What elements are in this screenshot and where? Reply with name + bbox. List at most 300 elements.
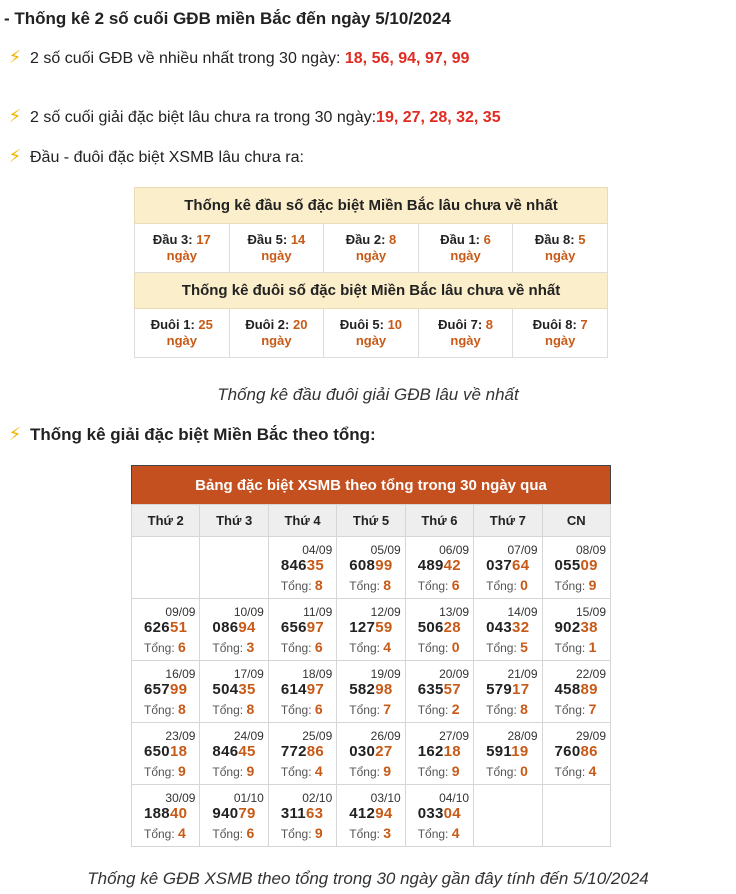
head-unit: ngày (355, 248, 387, 263)
number-tail: 94 (375, 805, 393, 822)
number-head: 030 (349, 743, 376, 760)
number-head: 412 (349, 805, 376, 822)
sum-value: 8 (520, 701, 528, 717)
sum-label: Tổng: (349, 827, 384, 841)
day-date: 24/09 (233, 729, 264, 743)
special-prize-number (349, 681, 392, 698)
number-head: 760 (554, 743, 581, 760)
day-cell (132, 661, 200, 723)
day-sum (281, 763, 323, 779)
number-head: 614 (280, 681, 307, 698)
tail-table-title: Thống kê đuôi số đặc biệt Miền Bắc lâu chưa về nhất (135, 273, 608, 309)
sum-label: Tổng: (280, 765, 315, 779)
sum-label: Thống kê giải đặc biệt Miền Bắc theo tổng: (30, 425, 376, 444)
sum-label: Tổng: (349, 579, 384, 593)
day-sum (349, 825, 391, 841)
special-prize-number (486, 743, 528, 760)
special-prize-number (418, 805, 461, 822)
sum-label: Tổng: (486, 703, 521, 717)
sum-value: 5 (520, 639, 528, 655)
day-sum (144, 763, 186, 779)
number-tail: 99 (375, 557, 393, 574)
day-date: 30/09 (165, 791, 196, 805)
head-tail-table (134, 187, 608, 358)
head-cell (135, 224, 230, 273)
special-prize-number (555, 557, 598, 574)
sum-value: 8 (314, 577, 323, 593)
day-cell (405, 537, 473, 599)
sum-value: 3 (383, 825, 392, 841)
day-cell (474, 599, 542, 661)
empty-day-cell (132, 537, 200, 599)
day-sum (418, 763, 460, 779)
day-sum (418, 639, 460, 655)
week-row (132, 661, 611, 723)
heads-row (135, 224, 608, 273)
sum-label: Tổng: (144, 703, 179, 717)
special-prize-number (418, 557, 461, 574)
day-date: 17/09 (233, 667, 264, 681)
day-cell (268, 599, 336, 661)
day-date: 08/09 (575, 543, 606, 557)
special-prize-number (349, 557, 392, 574)
sum-value: 6 (314, 639, 323, 655)
day-sum (555, 639, 597, 655)
page-heading: - Thống kê 2 số cuối GĐB miền Bắc đến ngày 5/10/2024 (4, 9, 451, 28)
lightning-icon: ⚡ (8, 146, 22, 166)
day-cell (542, 723, 610, 785)
number-tail: 51 (169, 619, 188, 636)
number-head: 504 (212, 681, 239, 698)
number-head: 127 (349, 619, 376, 636)
special-prize-number (281, 557, 324, 574)
sum-value: 2 (451, 701, 460, 717)
special-prize-number (281, 743, 324, 760)
day-sum (144, 825, 186, 841)
day-date: 15/09 (575, 605, 606, 619)
sum-value: 9 (178, 763, 186, 779)
day-date: 07/09 (507, 543, 538, 557)
longest-absent-values: 19, 27, 28, 32, 35 (376, 109, 501, 126)
tail-label: Đuôi 7: (438, 317, 486, 332)
day-sum (555, 577, 597, 593)
day-date: 26/09 (370, 729, 401, 743)
head-label: Đầu 8: (534, 232, 579, 247)
day-cell (200, 599, 268, 661)
sum-table (131, 465, 611, 847)
sum-label: Tổng: (554, 703, 589, 717)
head-days: 17 (196, 232, 211, 247)
empty-day-cell (200, 537, 268, 599)
special-prize-number (212, 681, 255, 698)
sum-label: Tổng: (280, 641, 315, 655)
special-prize-number (486, 619, 529, 636)
sum-label: Tổng: (212, 703, 247, 717)
number-tail: 35 (238, 681, 256, 698)
sum-label: Tổng: (280, 827, 315, 841)
sum-label: Tổng: (486, 641, 521, 655)
day-cell (337, 661, 405, 723)
head-days: 6 (483, 232, 491, 247)
number-head: 055 (554, 557, 581, 574)
day-sum (281, 639, 323, 655)
number-tail: 17 (512, 681, 530, 698)
number-head: 506 (417, 619, 444, 636)
number-head: 582 (349, 681, 376, 698)
sum-value: 4 (314, 763, 323, 779)
number-head: 656 (280, 619, 307, 636)
tails-row (135, 309, 608, 358)
tail-days: 25 (198, 317, 213, 332)
sum-label: Tổng: (554, 579, 589, 593)
day-sum (349, 577, 391, 593)
tail-unit: ngày (450, 333, 481, 348)
tail-days: 7 (580, 317, 588, 332)
sum-value: 9 (451, 763, 460, 779)
number-head: 902 (554, 619, 581, 636)
weekday-header: Thứ 5 (337, 505, 405, 537)
weekday-header: Thứ 7 (474, 505, 542, 537)
head-unit: ngày (450, 248, 481, 263)
sum-value: 6 (246, 825, 255, 841)
day-date: 27/09 (439, 729, 470, 743)
tail-cell (229, 309, 324, 358)
day-sum (418, 825, 460, 841)
number-head: 846 (280, 557, 307, 574)
number-head: 608 (349, 557, 376, 574)
special-prize-number (349, 619, 392, 636)
head-label: Đầu 5: (247, 232, 291, 247)
sum-label: Tổng: (144, 641, 179, 655)
day-date: 18/09 (302, 667, 333, 681)
head-unit: ngày (166, 248, 197, 263)
day-cell (337, 599, 405, 661)
sum-value: 6 (451, 577, 460, 593)
day-sum (349, 763, 391, 779)
sum-value: 9 (246, 763, 255, 779)
weekday-header: CN (542, 505, 610, 537)
day-cell (405, 599, 473, 661)
day-sum (212, 825, 254, 841)
day-sum (349, 701, 391, 717)
tail-unit: ngày (545, 333, 576, 348)
special-prize-number (349, 743, 392, 760)
number-head: 037 (486, 557, 513, 574)
week-row (132, 599, 611, 661)
day-cell (337, 723, 405, 785)
day-cell (268, 723, 336, 785)
day-sum (486, 577, 528, 593)
number-tail: 42 (443, 557, 461, 574)
sum-value: 0 (520, 577, 528, 593)
number-head: 650 (144, 743, 170, 760)
tail-cell (135, 309, 230, 358)
special-prize-number (212, 805, 255, 822)
week-row (132, 723, 611, 785)
number-head: 591 (486, 743, 512, 760)
weekday-header: Thứ 6 (405, 505, 473, 537)
sum-label: Tổng: (349, 703, 384, 717)
day-sum (281, 577, 323, 593)
special-prize-number (144, 805, 187, 822)
sum-label: Tổng: (280, 579, 315, 593)
day-cell (337, 785, 405, 847)
day-date: 04/10 (439, 791, 470, 805)
sum-label: Tổng: (349, 765, 384, 779)
day-date: 02/10 (302, 791, 333, 805)
tail-unit: ngày (166, 333, 197, 348)
day-cell (542, 537, 610, 599)
sum-value: 8 (178, 701, 186, 717)
tail-days: 8 (485, 317, 494, 332)
sum-label: Tổng: (554, 765, 589, 779)
special-prize-number (212, 743, 255, 760)
head-label: Đầu 3: (152, 232, 197, 247)
weekday-header: Thứ 4 (268, 505, 336, 537)
day-date: 11/09 (303, 605, 333, 619)
day-cell (542, 599, 610, 661)
tail-unit: ngày (261, 333, 292, 348)
sum-value: 4 (178, 825, 186, 841)
day-date: 03/10 (370, 791, 401, 805)
number-head: 626 (144, 619, 170, 636)
number-head: 086 (212, 619, 239, 636)
sum-line (6, 424, 376, 445)
number-tail: 04 (443, 805, 461, 822)
number-head: 489 (417, 557, 444, 574)
day-sum (212, 701, 254, 717)
tail-cell (418, 309, 513, 358)
lightning-icon: ⚡ (8, 47, 22, 67)
special-prize-number (418, 681, 461, 698)
lightning-icon: ⚡ (8, 106, 22, 126)
number-tail: 94 (238, 619, 256, 636)
number-head: 311 (280, 805, 306, 822)
tail-label: Đuôi 8: (532, 317, 581, 332)
sum-value: 8 (246, 701, 255, 717)
day-cell (200, 723, 268, 785)
weekday-header: Thứ 3 (200, 505, 268, 537)
week-row (132, 785, 611, 847)
empty-day-cell (474, 785, 542, 847)
day-date: 19/09 (370, 667, 401, 681)
day-sum (281, 825, 323, 841)
week-row (132, 537, 611, 599)
number-tail: 09 (580, 557, 598, 574)
day-sum (418, 577, 460, 593)
sum-label: Tổng: (280, 703, 315, 717)
day-sum (418, 701, 460, 717)
day-date: 29/09 (575, 729, 606, 743)
number-tail: 97 (306, 619, 325, 636)
sum-value: 9 (314, 825, 323, 841)
head-cell (229, 224, 324, 273)
day-sum (486, 701, 528, 717)
number-head: 162 (417, 743, 444, 760)
day-cell (268, 785, 336, 847)
day-date: 20/09 (439, 667, 470, 681)
head-cell (513, 224, 608, 273)
tail-label: Đuôi 5: (339, 317, 388, 332)
number-tail: 18 (169, 743, 188, 760)
number-tail: 28 (443, 619, 461, 636)
special-prize-number (281, 805, 323, 822)
number-head: 188 (144, 805, 170, 822)
tail-cell (324, 309, 419, 358)
number-head: 458 (554, 681, 581, 698)
number-tail: 18 (443, 743, 461, 760)
number-tail: 35 (306, 557, 325, 574)
special-prize-number (144, 681, 187, 698)
sum-value: 6 (314, 701, 323, 717)
sum-value: 4 (588, 763, 597, 779)
most-frequent-values: 18, 56, 94, 97, 99 (344, 50, 470, 67)
weeks-body (132, 537, 611, 847)
caption-sum-table: Thống kê GĐB XSMB theo tổng trong 30 ngày gần đây tính đến 5/10/2024 (87, 869, 649, 888)
head-tail-line (6, 146, 304, 167)
sum-value: 0 (520, 763, 528, 779)
day-cell (200, 661, 268, 723)
day-date: 22/09 (575, 667, 606, 681)
day-cell (132, 785, 200, 847)
day-sum (281, 701, 323, 717)
head-days: 14 (290, 232, 306, 247)
number-tail: 79 (238, 805, 256, 822)
day-sum (555, 701, 597, 717)
day-date: 25/09 (302, 729, 333, 743)
number-tail: 59 (375, 619, 393, 636)
number-tail: 86 (306, 743, 325, 760)
day-cell (132, 723, 200, 785)
most-frequent-line (6, 47, 469, 68)
special-prize-number (349, 805, 392, 822)
number-tail: 27 (375, 743, 393, 760)
number-tail: 57 (443, 681, 461, 698)
day-sum (212, 763, 254, 779)
head-cell (324, 224, 419, 273)
day-date: 10/09 (233, 605, 264, 619)
number-tail: 45 (238, 743, 256, 760)
sum-value: 8 (383, 577, 392, 593)
sum-label: Tổng: (417, 827, 452, 841)
head-label: Đầu 1: (440, 232, 484, 247)
number-head: 846 (212, 743, 239, 760)
number-head: 579 (486, 681, 513, 698)
head-days: 8 (389, 232, 397, 247)
day-date: 01/10 (233, 791, 264, 805)
sum-value: 1 (588, 639, 597, 655)
sum-label: Tổng: (212, 641, 247, 655)
day-date: 16/09 (165, 667, 196, 681)
sum-label: Tổng: (349, 641, 384, 655)
day-cell (474, 661, 542, 723)
sum-value: 7 (383, 701, 392, 717)
number-tail: 63 (305, 805, 324, 822)
sum-value: 9 (588, 577, 597, 593)
sum-value: 4 (383, 639, 392, 655)
number-head: 635 (417, 681, 444, 698)
head-days: 5 (578, 232, 586, 247)
number-tail: 32 (512, 619, 530, 636)
weekday-header: Thứ 2 (132, 505, 200, 537)
longest-absent-line (6, 106, 501, 127)
most-frequent-label: 2 số cuối GĐB về nhiều nhất trong 30 ngày: (30, 50, 345, 67)
day-date: 13/09 (439, 605, 470, 619)
day-sum (144, 639, 186, 655)
number-head: 043 (486, 619, 513, 636)
empty-day-cell (542, 785, 610, 847)
special-prize-number (144, 743, 187, 760)
tail-label: Đuôi 1: (150, 317, 199, 332)
number-head: 940 (212, 805, 239, 822)
day-date: 23/09 (165, 729, 196, 743)
weekday-row (132, 505, 611, 537)
day-sum (486, 639, 528, 655)
number-tail: 40 (169, 805, 188, 822)
number-head: 657 (144, 681, 170, 698)
sum-label: Tổng: (417, 765, 452, 779)
number-tail: 98 (375, 681, 393, 698)
number-tail: 86 (580, 743, 598, 760)
head-unit: ngày (261, 248, 292, 263)
head-label: Đầu 2: (345, 232, 390, 247)
day-cell (268, 661, 336, 723)
day-cell (337, 537, 405, 599)
day-cell (268, 537, 336, 599)
special-prize-number (281, 619, 324, 636)
number-tail: 19 (511, 743, 529, 760)
day-cell (405, 785, 473, 847)
number-head: 033 (417, 805, 444, 822)
special-prize-number (281, 681, 324, 698)
tail-label: Đuôi 2: (245, 317, 293, 332)
head-tail-label: Đầu - đuôi đặc biệt XSMB lâu chưa ra: (30, 149, 304, 166)
day-cell (405, 661, 473, 723)
special-prize-number (486, 557, 529, 574)
tail-days: 10 (387, 317, 403, 332)
day-cell (132, 599, 200, 661)
sum-value: 9 (383, 763, 392, 779)
sum-value: 4 (451, 825, 460, 841)
number-tail: 99 (169, 681, 188, 698)
day-date: 14/09 (507, 605, 538, 619)
day-date: 28/09 (507, 729, 538, 743)
sum-label: Tổng: (417, 641, 452, 655)
special-prize-number (555, 619, 598, 636)
special-prize-number (418, 743, 461, 760)
day-sum (349, 639, 391, 655)
special-prize-number (144, 619, 187, 636)
sum-label: Tổng: (417, 703, 452, 717)
day-date: 12/09 (370, 605, 401, 619)
day-sum (144, 701, 186, 717)
sum-value: 0 (451, 639, 460, 655)
head-unit: ngày (545, 248, 576, 263)
day-date: 06/09 (439, 543, 470, 557)
number-tail: 89 (580, 681, 598, 698)
sum-value: 3 (246, 639, 255, 655)
sum-label: Tổng: (486, 579, 521, 593)
day-date: 09/09 (165, 605, 196, 619)
day-date: 04/09 (302, 543, 333, 557)
number-tail: 64 (512, 557, 530, 574)
sum-value: 6 (178, 639, 186, 655)
day-sum (212, 639, 254, 655)
day-cell (405, 723, 473, 785)
special-prize-number (555, 681, 598, 698)
day-cell (474, 723, 542, 785)
sum-label: Tổng: (486, 765, 521, 779)
